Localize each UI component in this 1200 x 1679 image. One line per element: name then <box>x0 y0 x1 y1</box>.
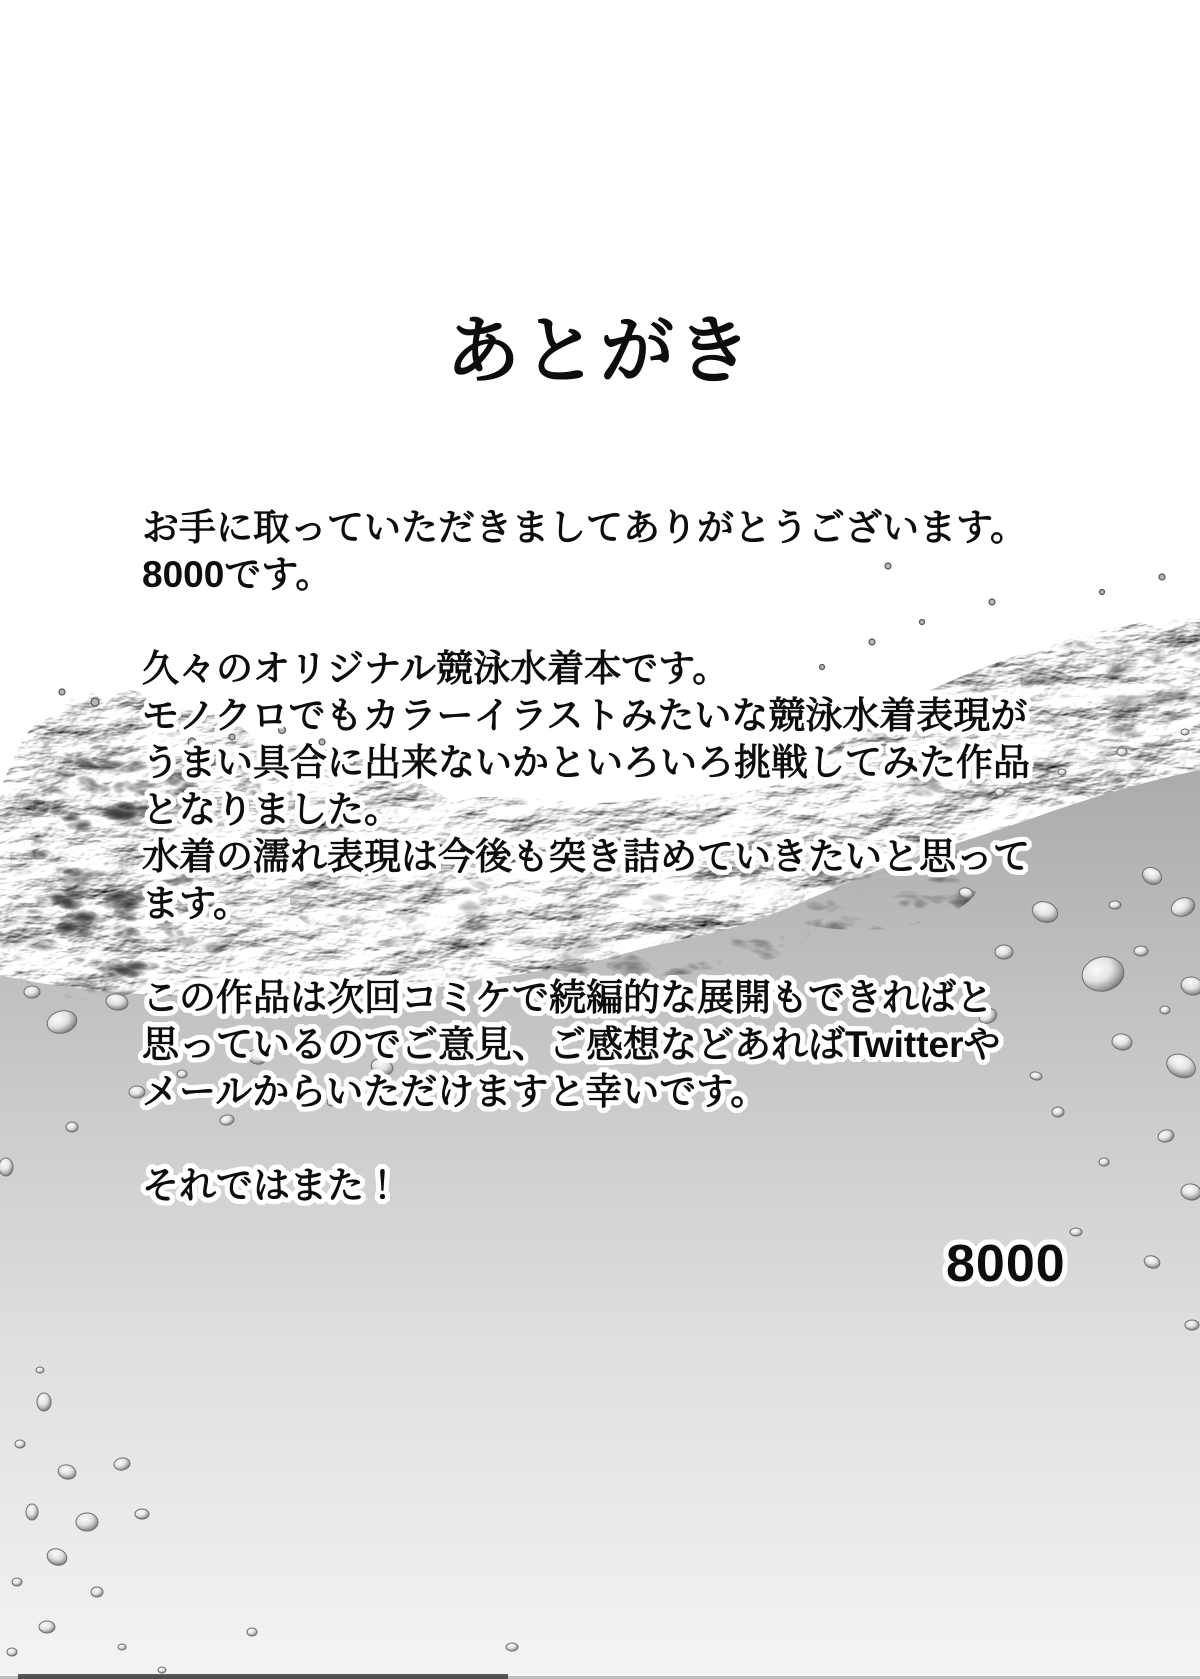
afterword-line: 思っているのでご意見、ご感想などあればTwitterや <box>142 1024 1001 1065</box>
afterword-line-blank <box>142 1115 1030 1162</box>
afterword-line: 8000です。 <box>142 554 333 595</box>
afterword-line: うまい具合に出来ないかといろいろ挑戦してみた作品 <box>142 742 1030 783</box>
afterword-line: メールからいただけますと幸いです。 <box>142 1071 768 1112</box>
afterword-line: となりました。 <box>142 789 401 830</box>
afterword-line: 久々のオリジナル競泳水着本です。 <box>142 648 730 689</box>
afterword-body <box>142 504 1030 1209</box>
afterword-line: モノクロでもカラーイラストみたいな競泳水着表現が <box>142 695 1028 736</box>
afterword-line: この作品は次回コミケで続編的な展開もできればと <box>142 977 993 1018</box>
afterword-line: お手に取っていただきましてありがとうございます。 <box>142 507 1028 548</box>
afterword-line: それではまた！ <box>142 1165 401 1206</box>
afterword-line: 水着の濡れ表現は今後も突き詰めていきたいと思って <box>142 836 1030 877</box>
afterword-line-blank <box>142 598 1030 645</box>
page-title: あとがき <box>446 309 754 392</box>
afterword-line-blank <box>142 927 1030 974</box>
afterword-line: ます。 <box>142 883 251 924</box>
author-signature: 8000 <box>946 1235 1066 1293</box>
